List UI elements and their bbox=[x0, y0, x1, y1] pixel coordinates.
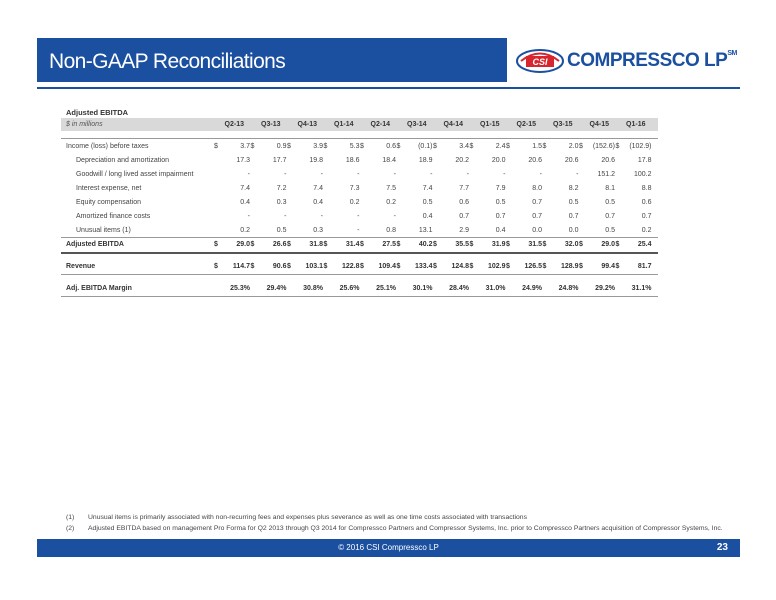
table-row bbox=[61, 143, 658, 155]
currency-symbol: $ bbox=[579, 263, 583, 270]
table-cell: (152.6) bbox=[592, 143, 615, 150]
table-cell: 8.1 bbox=[605, 185, 615, 192]
table-cell: 0.4 bbox=[240, 199, 250, 206]
table-cell: - bbox=[320, 171, 323, 178]
unit-label: $ in millions bbox=[66, 121, 103, 128]
currency-symbol: $ bbox=[615, 241, 620, 248]
table-cell: 0.7 bbox=[495, 213, 506, 220]
row-label: Equity compensation bbox=[76, 199, 141, 206]
table-cell: 31.0% bbox=[485, 285, 506, 292]
currency-symbol: $ bbox=[579, 241, 583, 248]
currency-symbol: $ bbox=[214, 263, 218, 270]
table-cell: 20.6 bbox=[528, 157, 542, 164]
table-cell: 30.8% bbox=[303, 285, 323, 292]
table-cell: - bbox=[247, 171, 250, 178]
table-cell: - bbox=[393, 213, 396, 220]
table-cell: 128.9 bbox=[560, 263, 579, 270]
currency-symbol: $ bbox=[250, 263, 255, 270]
row-label: Revenue bbox=[66, 263, 96, 270]
table-row bbox=[61, 199, 658, 211]
table-cell: 29.2% bbox=[595, 285, 615, 292]
table-cell: 90.6 bbox=[272, 263, 287, 270]
logo-wordmark bbox=[567, 50, 737, 72]
table-cell: (102.9) bbox=[629, 143, 652, 150]
table-cell: 7.3 bbox=[349, 185, 360, 192]
footnote-number: (1) bbox=[66, 514, 75, 521]
table-divider bbox=[61, 138, 658, 139]
table-cell: 0.6 bbox=[459, 199, 469, 206]
currency-symbol: $ bbox=[506, 241, 510, 248]
table-cell: 0.4 bbox=[313, 199, 323, 206]
logo-tm: SM bbox=[727, 50, 737, 57]
page-number: 23 bbox=[716, 542, 728, 553]
quarter-header: Q3-13 bbox=[261, 121, 281, 128]
table-cell: 25.3% bbox=[230, 285, 250, 292]
row-label: Unusual items (1) bbox=[76, 227, 131, 234]
currency-symbol: $ bbox=[433, 263, 437, 270]
currency-symbol: $ bbox=[250, 241, 255, 248]
table-cell: 0.2 bbox=[641, 227, 652, 234]
table-cell: 7.7 bbox=[459, 185, 469, 192]
company-logo bbox=[515, 48, 740, 74]
table-cell: 32.0 bbox=[564, 241, 579, 248]
footnote-text: Adjusted EBITDA based on management Pro Forma for Q2 2013 through Q3 2014 for Compressco Partners and Compressor Systems, Inc. prior to Compressco Partners acquisition of Compressor Systems, Inc. bbox=[88, 525, 723, 532]
quarter-header: Q3-14 bbox=[407, 121, 427, 128]
currency-symbol: $ bbox=[360, 241, 364, 248]
table-cell: 114.7 bbox=[232, 263, 250, 270]
table-divider bbox=[61, 274, 658, 275]
table-cell: 30.1% bbox=[412, 285, 433, 292]
quarter-header: Q1-16 bbox=[626, 121, 646, 128]
quarter-header: Q2-13 bbox=[224, 121, 244, 128]
table-cell: 24.8% bbox=[558, 285, 579, 292]
currency-symbol: $ bbox=[506, 143, 510, 150]
table-cell: 0.7 bbox=[532, 213, 542, 220]
table-cell: 17.3 bbox=[236, 157, 250, 164]
footnote-number: (2) bbox=[66, 525, 75, 532]
table-cell: 31.9 bbox=[491, 241, 506, 248]
currency-symbol: $ bbox=[214, 143, 218, 150]
table-cell: 81.7 bbox=[637, 263, 652, 270]
table-cell: 17.8 bbox=[637, 157, 652, 164]
copyright: © 2016 CSI Compressco LP bbox=[338, 543, 439, 552]
table-cell: 20.6 bbox=[601, 157, 615, 164]
table-cell: - bbox=[357, 171, 360, 178]
table-cell: - bbox=[284, 171, 287, 178]
row-label: Adj. EBITDA Margin bbox=[66, 285, 132, 292]
row-label: Interest expense, net bbox=[76, 185, 142, 192]
quarter-header: Q2-14 bbox=[370, 121, 390, 128]
table-cell: 20.2 bbox=[455, 157, 469, 164]
table-cell: 5.3 bbox=[349, 143, 360, 150]
table-cell: 8.2 bbox=[568, 185, 579, 192]
table-cell: 126.5 bbox=[524, 263, 542, 270]
table-cell: 20.6 bbox=[564, 157, 579, 164]
table-cell: 2.0 bbox=[568, 143, 579, 150]
table-cell: 7.9 bbox=[495, 185, 506, 192]
currency-symbol: $ bbox=[396, 143, 401, 150]
table-cell: 99.4 bbox=[601, 263, 615, 270]
currency-symbol: $ bbox=[542, 241, 547, 248]
currency-symbol: $ bbox=[323, 263, 328, 270]
row-label: Depreciation and amortization bbox=[76, 157, 169, 164]
table-cell: 0.5 bbox=[495, 199, 506, 206]
currency-symbol: $ bbox=[287, 263, 291, 270]
table-cell: 29.4% bbox=[266, 285, 287, 292]
table-cell: 0.6 bbox=[386, 143, 396, 150]
page-title: Non-GAAP Reconciliations bbox=[49, 50, 286, 73]
table-cell: 7.5 bbox=[386, 185, 396, 192]
table-cell: 0.8 bbox=[386, 227, 396, 234]
table-cell: - bbox=[539, 171, 542, 178]
currency-symbol: $ bbox=[615, 263, 620, 270]
table-cell: 7.4 bbox=[422, 185, 433, 192]
table-cell: 31.5 bbox=[528, 241, 542, 248]
table-cell: 0.4 bbox=[495, 227, 506, 234]
currency-symbol: $ bbox=[433, 143, 437, 150]
table-cell: 8.0 bbox=[532, 185, 542, 192]
table-cell: - bbox=[320, 213, 323, 220]
table-cell: - bbox=[576, 171, 579, 178]
currency-symbol: $ bbox=[542, 263, 547, 270]
quarter-header: Q4-15 bbox=[589, 121, 609, 128]
table-cell: 2.9 bbox=[459, 227, 469, 234]
quarter-header: Q2-15 bbox=[516, 121, 536, 128]
currency-symbol: $ bbox=[287, 143, 291, 150]
table-cell: - bbox=[503, 171, 506, 178]
table-cell: 20.0 bbox=[491, 157, 506, 164]
table-cell: 0.7 bbox=[605, 213, 615, 220]
row-label: Goodwill / long lived asset impairment bbox=[76, 171, 194, 178]
table-cell: 7.4 bbox=[313, 185, 323, 192]
currency-symbol: $ bbox=[542, 143, 547, 150]
table-cell: 0.3 bbox=[276, 199, 287, 206]
table-cell: 29.0 bbox=[601, 241, 615, 248]
table-cell: 31.4 bbox=[345, 241, 360, 248]
table-cell: 28.4% bbox=[449, 285, 469, 292]
table-cell: 7.4 bbox=[240, 185, 250, 192]
table-cell: 0.3 bbox=[313, 227, 323, 234]
table-cell: 0.7 bbox=[459, 213, 469, 220]
table-cell: 27.5 bbox=[382, 241, 396, 248]
table-cell: 35.5 bbox=[455, 241, 469, 248]
currency-symbol: $ bbox=[396, 241, 401, 248]
table-cell: 1.5 bbox=[532, 143, 542, 150]
table-cell: 109.4 bbox=[378, 263, 396, 270]
row-label: Adjusted EBITDA bbox=[66, 241, 124, 248]
table-cell: 3.7 bbox=[240, 143, 250, 150]
table-cell: 8.8 bbox=[641, 185, 652, 192]
table-cell: 29.0 bbox=[236, 241, 250, 248]
table-cell: 0.2 bbox=[240, 227, 250, 234]
table-cell: 31.8 bbox=[309, 241, 323, 248]
row-label: Income (loss) before taxes bbox=[66, 143, 149, 150]
quarter-header: Q4-14 bbox=[443, 121, 463, 128]
slide-footer bbox=[37, 539, 740, 557]
table-cell: 0.5 bbox=[568, 199, 579, 206]
quarter-header: Q1-15 bbox=[480, 121, 500, 128]
table-cell: 0.2 bbox=[349, 199, 360, 206]
table-cell: 0.4 bbox=[422, 213, 433, 220]
table-cell: 25.1% bbox=[376, 285, 396, 292]
table-row bbox=[61, 157, 658, 169]
table-cell: 103.1 bbox=[305, 263, 323, 270]
table-cell: 0.9 bbox=[276, 143, 287, 150]
table-cell: 40.2 bbox=[418, 241, 433, 248]
table-cell: 26.6 bbox=[272, 241, 287, 248]
table-cell: 3.9 bbox=[313, 143, 323, 150]
table-cell: 0.7 bbox=[641, 213, 652, 220]
table-cell: - bbox=[357, 227, 360, 234]
table-cell: 18.6 bbox=[345, 157, 360, 164]
table-cell: 151.2 bbox=[597, 171, 615, 178]
table-row bbox=[61, 185, 658, 197]
table-divider bbox=[61, 296, 658, 297]
table-cell: 0.7 bbox=[568, 213, 579, 220]
currency-symbol: $ bbox=[469, 263, 474, 270]
currency-symbol: $ bbox=[396, 263, 401, 270]
table-cell: 25.4 bbox=[637, 241, 652, 248]
table-cell: - bbox=[247, 213, 250, 220]
row-label: Amortized finance costs bbox=[76, 213, 151, 220]
table-cell: - bbox=[393, 171, 396, 178]
table-cell: 124.8 bbox=[451, 263, 469, 270]
table-cell: 0.0 bbox=[532, 227, 542, 234]
table-cell: 0.5 bbox=[605, 227, 615, 234]
footnote-text: Unusual items is primarily associated with non-recurring fees and expenses plus severance as well as one time costs associated with transactions bbox=[88, 514, 527, 521]
table-cell: 18.9 bbox=[418, 157, 433, 164]
currency-symbol: $ bbox=[323, 241, 328, 248]
table-divider bbox=[61, 237, 658, 238]
currency-symbol: $ bbox=[506, 263, 510, 270]
table-cell: 100.2 bbox=[633, 171, 652, 178]
table-cell: 0.0 bbox=[568, 227, 579, 234]
header-rule bbox=[37, 87, 740, 89]
currency-symbol: $ bbox=[469, 143, 474, 150]
table-cell: 17.7 bbox=[272, 157, 287, 164]
table-cell: 0.5 bbox=[276, 227, 287, 234]
currency-symbol: $ bbox=[287, 241, 291, 248]
currency-symbol: $ bbox=[323, 143, 328, 150]
table-cell: 2.4 bbox=[495, 143, 506, 150]
table-cell: (0.1) bbox=[418, 143, 433, 150]
table-cell: 0.5 bbox=[422, 199, 433, 206]
table-row bbox=[61, 171, 658, 183]
table-cell: 0.5 bbox=[605, 199, 615, 206]
currency-symbol: $ bbox=[214, 241, 218, 248]
table-cell: 122.8 bbox=[341, 263, 360, 270]
table-cell: - bbox=[284, 213, 287, 220]
table-cell: 133.4 bbox=[414, 263, 433, 270]
table-cell: 24.9% bbox=[522, 285, 542, 292]
table-cell: 19.8 bbox=[309, 157, 323, 164]
quarter-header: Q1-14 bbox=[334, 121, 354, 128]
currency-symbol: $ bbox=[579, 143, 583, 150]
logo-mark-text: CSI bbox=[532, 57, 548, 67]
slide-header bbox=[37, 38, 740, 82]
table-cell: 31.1% bbox=[631, 285, 652, 292]
currency-symbol: $ bbox=[469, 241, 474, 248]
table-cell: 18.4 bbox=[382, 157, 396, 164]
table-cell: 7.2 bbox=[276, 185, 287, 192]
title-bar bbox=[37, 38, 507, 82]
currency-symbol: $ bbox=[360, 263, 364, 270]
table-cell: - bbox=[430, 171, 433, 178]
table-cell: 3.4 bbox=[459, 143, 469, 150]
currency-symbol: $ bbox=[250, 143, 255, 150]
table-cell: - bbox=[357, 213, 360, 220]
currency-symbol: $ bbox=[360, 143, 364, 150]
table-cell: 102.9 bbox=[487, 263, 506, 270]
table-cell: 0.6 bbox=[641, 199, 652, 206]
quarter-header: Q4-13 bbox=[297, 121, 317, 128]
table-cell: 13.1 bbox=[418, 227, 433, 234]
table-cell: 25.6% bbox=[339, 285, 360, 292]
quarter-header: Q3-15 bbox=[553, 121, 573, 128]
table-row bbox=[61, 213, 658, 225]
csi-logo-mark-icon bbox=[515, 48, 565, 74]
table-cell: - bbox=[466, 171, 469, 178]
currency-symbol: $ bbox=[615, 143, 620, 150]
table-title: Adjusted EBITDA bbox=[66, 108, 129, 117]
logo-wordmark-text: COMPRESSCO LP bbox=[567, 50, 728, 71]
currency-symbol: $ bbox=[433, 241, 437, 248]
column-header-row bbox=[61, 118, 658, 131]
table-cell: 0.7 bbox=[532, 199, 542, 206]
table-divider bbox=[61, 252, 658, 254]
table-cell: 0.2 bbox=[386, 199, 396, 206]
